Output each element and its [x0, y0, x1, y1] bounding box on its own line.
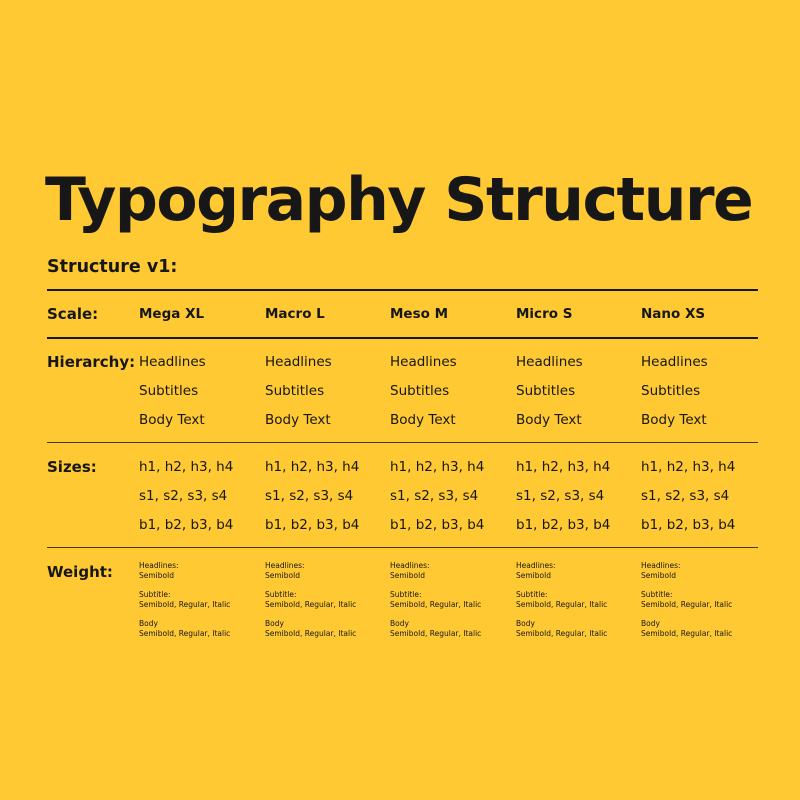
- weight-label: Subtitle:: [139, 590, 171, 599]
- size-item: h1, h2, h3, h4: [390, 459, 485, 475]
- row-label-scale: Scale:: [47, 305, 99, 323]
- size-item: s1, s2, s3, s4: [516, 488, 605, 504]
- weight-label: Subtitle:: [265, 590, 297, 599]
- weight-value: Semibold, Regular, Italic: [641, 629, 733, 638]
- scale-name: Meso M: [390, 306, 449, 322]
- weight-label: Headlines:: [265, 561, 305, 570]
- weight-value: Semibold: [139, 571, 174, 580]
- sizes-rule: [47, 547, 758, 548]
- size-item: b1, b2, b3, b4: [265, 517, 360, 533]
- weight-value: Semibold, Regular, Italic: [390, 629, 482, 638]
- hierarchy-item: Subtitles: [265, 383, 325, 399]
- size-item: h1, h2, h3, h4: [516, 459, 611, 475]
- row-label-weight: Weight:: [47, 563, 113, 581]
- weight-value: Semibold, Regular, Italic: [265, 629, 357, 638]
- weight-label: Body: [516, 619, 535, 628]
- weight-label: Headlines:: [516, 561, 556, 570]
- scale-rule: [47, 337, 758, 339]
- hierarchy-rule: [47, 442, 758, 443]
- size-item: b1, b2, b3, b4: [641, 517, 736, 533]
- weight-label: Headlines:: [390, 561, 430, 570]
- size-item: b1, b2, b3, b4: [390, 517, 485, 533]
- size-item: s1, s2, s3, s4: [265, 488, 354, 504]
- size-item: s1, s2, s3, s4: [139, 488, 228, 504]
- hierarchy-item: Headlines: [516, 354, 583, 370]
- weight-label: Body: [641, 619, 660, 628]
- scale-name: Macro L: [265, 306, 325, 322]
- size-item: b1, b2, b3, b4: [139, 517, 234, 533]
- hierarchy-item: Body Text: [516, 412, 582, 428]
- top-rule: [47, 289, 758, 291]
- weight-value: Semibold, Regular, Italic: [641, 600, 733, 609]
- weight-value: Semibold: [265, 571, 300, 580]
- hierarchy-item: Subtitles: [390, 383, 450, 399]
- weight-label: Headlines:: [641, 561, 681, 570]
- hierarchy-item: Body Text: [139, 412, 205, 428]
- weight-value: Semibold, Regular, Italic: [139, 600, 231, 609]
- weight-label: Subtitle:: [641, 590, 673, 599]
- hierarchy-item: Headlines: [641, 354, 708, 370]
- weight-value: Semibold: [390, 571, 425, 580]
- size-item: b1, b2, b3, b4: [516, 517, 611, 533]
- weight-label: Headlines:: [139, 561, 179, 570]
- size-item: h1, h2, h3, h4: [641, 459, 736, 475]
- hierarchy-item: Subtitles: [516, 383, 576, 399]
- weight-value: Semibold, Regular, Italic: [516, 629, 608, 638]
- weight-value: Semibold: [516, 571, 551, 580]
- scale-name: Micro S: [516, 306, 573, 322]
- weight-value: Semibold, Regular, Italic: [390, 600, 482, 609]
- structure-version-heading: Structure v1:: [47, 257, 178, 277]
- hierarchy-item: Body Text: [641, 412, 707, 428]
- hierarchy-item: Body Text: [265, 412, 331, 428]
- size-item: h1, h2, h3, h4: [139, 459, 234, 475]
- size-item: s1, s2, s3, s4: [641, 488, 730, 504]
- weight-value: Semibold, Regular, Italic: [265, 600, 357, 609]
- row-label-sizes: Sizes:: [47, 458, 97, 476]
- hierarchy-item: Subtitles: [641, 383, 701, 399]
- size-item: h1, h2, h3, h4: [265, 459, 360, 475]
- weight-value: Semibold: [641, 571, 676, 580]
- scale-name: Mega XL: [139, 306, 205, 322]
- hierarchy-item: Headlines: [265, 354, 332, 370]
- hierarchy-item: Headlines: [390, 354, 457, 370]
- row-label-hierarchy: Hierarchy:: [47, 353, 136, 371]
- size-item: s1, s2, s3, s4: [390, 488, 479, 504]
- weight-label: Subtitle:: [390, 590, 422, 599]
- hierarchy-item: Body Text: [390, 412, 456, 428]
- hierarchy-item: Subtitles: [139, 383, 199, 399]
- weight-label: Body: [390, 619, 409, 628]
- hierarchy-item: Headlines: [139, 354, 206, 370]
- page-title: Typography Structure: [45, 165, 753, 235]
- weight-label: Body: [265, 619, 284, 628]
- weight-value: Semibold, Regular, Italic: [516, 600, 608, 609]
- weight-value: Semibold, Regular, Italic: [139, 629, 231, 638]
- scale-name: Nano XS: [641, 306, 706, 322]
- weight-label: Body: [139, 619, 158, 628]
- weight-label: Subtitle:: [516, 590, 548, 599]
